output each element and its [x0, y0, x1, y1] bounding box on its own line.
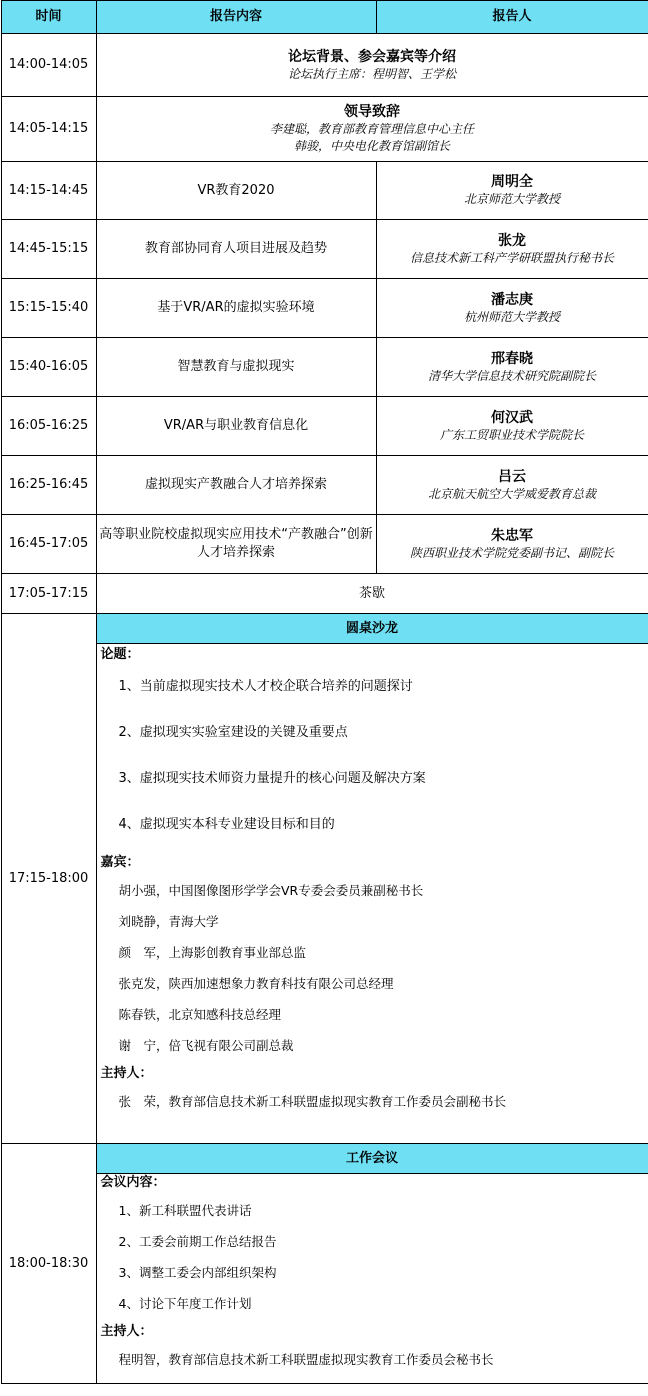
topic-cell: VR教育2020: [96, 162, 376, 220]
salon-body-row: [1, 644, 648, 1144]
salon-topic: 1、当前虚拟现实技术人才校企联合培养的问题探讨: [118, 679, 413, 694]
table-row: [1, 162, 648, 220]
table-row: [1, 97, 648, 162]
guests-label: 嘉宾：: [100, 855, 140, 870]
speaker-org: 北京航天航空大学威爱教育总裁: [427, 486, 596, 501]
time-cell: 17:05-17:15: [1, 574, 96, 614]
speaker-name: 周明全: [491, 174, 533, 190]
host-item: 张 荣，教育部信息技术新工科联盟虚拟现实教育工作委员会副秘书长: [118, 1094, 507, 1109]
topic-cell: 虚拟现实产教融合人才培养探索: [96, 456, 376, 515]
guest-item: 刘晓静，青海大学: [118, 914, 219, 929]
speaker-cell: [376, 397, 648, 456]
topic-cell: 智慧教育与虚拟现实: [96, 338, 376, 397]
meeting-host-label: 主持人：: [100, 1324, 153, 1339]
table-row: [1, 220, 648, 279]
speaker-cell: [376, 220, 648, 279]
meeting-body-row: [1, 1174, 648, 1384]
time-cell: 14:15-14:45: [1, 162, 96, 220]
topic-cell: 教育部协同育人项目进展及趋势: [96, 220, 376, 279]
salon-title: 圆桌沙龙: [96, 614, 648, 644]
meeting-item: 3、调整工委会内部组织架构: [118, 1265, 277, 1280]
topics-label: 论题：: [100, 647, 140, 662]
time-cell: 16:25-16:45: [1, 456, 96, 515]
speaker-org: 北京师范大学教授: [463, 192, 560, 206]
row-subtitle: 论坛执行主席：程明智、王学松: [287, 66, 456, 81]
table-row: [1, 279, 648, 338]
speaker-name: 朱忠军: [491, 527, 533, 544]
header-time: 时间: [1, 1, 96, 34]
speaker-name: 邢春晓: [491, 350, 533, 367]
row-title: 领导致辞: [344, 104, 400, 120]
speaker-cell: [376, 338, 648, 397]
guest-item: 陈春铁，北京知感科技总经理: [118, 1007, 282, 1022]
table-row: [1, 456, 648, 515]
content-cell: [96, 97, 648, 162]
topic-cell: 基于VR/AR的虚拟实验环境: [96, 279, 376, 338]
meeting-item: 4、讨论下年度工作计划: [118, 1296, 252, 1311]
content-cell: [96, 34, 648, 97]
meeting-time-cell: 18:00-18:30: [1, 1144, 96, 1384]
speaker-cell: [376, 456, 648, 515]
meeting-head-row: [1, 1144, 648, 1174]
row-subtitle: 韩骏，中央电化教育馆副馆长: [293, 139, 450, 153]
header-content: 报告内容: [96, 1, 376, 34]
topic-cell: VR/AR与职业教育信息化: [96, 397, 376, 456]
table-row: [1, 34, 648, 97]
time-cell: 14:45-15:15: [1, 220, 96, 279]
time-cell: 16:05-16:25: [1, 397, 96, 456]
guest-item: 谢 宁，倍飞视有限公司副总裁: [118, 1038, 294, 1053]
table-row: [1, 515, 648, 574]
topic-cell: 高等职业院校虚拟现实应用技术“产教融合”创新人才培养探索: [96, 515, 376, 574]
table-row: [1, 397, 648, 456]
break-cell: 茶歇: [96, 574, 648, 614]
host-label: 主持人：: [100, 1066, 153, 1081]
speaker-org: 清华大学信息技术研究院副院长: [427, 368, 596, 383]
guest-item: 张克发，陕西加速想象力教育科技有限公司总经理: [118, 976, 394, 991]
guest-item: 颜 军，上海影创教育事业部总监: [118, 945, 307, 960]
speaker-cell: [376, 162, 648, 220]
time-cell: 15:15-15:40: [1, 279, 96, 338]
header-row: [1, 1, 648, 34]
meeting-title: 工作会议: [96, 1144, 648, 1174]
guest-item: 胡小强，中国图像图形学学会VR专委会委员兼副秘书长: [118, 883, 424, 898]
time-cell: 14:05-14:15: [1, 97, 96, 162]
speaker-name: 张龙: [498, 232, 526, 249]
table-row: [1, 338, 648, 397]
time-cell: 14:00-14:05: [1, 34, 96, 97]
meeting-host: 程明智，教育部信息技术新工科联盟虚拟现实教育工作委员会秘书长: [118, 1352, 494, 1367]
speaker-cell: [376, 279, 648, 338]
meeting-items-label: 会议内容：: [100, 1175, 166, 1190]
salon-head-row: [1, 614, 648, 644]
meeting-item: 2、工委会前期工作总结报告: [118, 1234, 277, 1249]
speaker-name: 潘志庚: [491, 291, 533, 308]
speaker-cell: [376, 515, 648, 574]
table-row: [1, 574, 648, 614]
speaker-org: 信息技术新工科产学研联盟执行秘书长: [409, 250, 614, 265]
row-subtitle: 李建聪，教育部教育管理信息中心主任: [269, 122, 474, 136]
meeting-item: 1、新工科联盟代表讲话: [118, 1203, 252, 1218]
row-title: 论坛背景、参会嘉宾等介绍: [288, 48, 456, 65]
salon-body: [96, 644, 648, 1144]
salon-topic: 3、虚拟现实技术师资力量提升的核心问题及解决方案: [118, 771, 426, 786]
meeting-body: [96, 1174, 648, 1384]
time-cell: 15:40-16:05: [1, 338, 96, 397]
speaker-org: 广东工贸职业技术学院院长: [439, 427, 584, 442]
header-speaker: 报告人: [376, 1, 648, 34]
speaker-org: 杭州师范大学教授: [463, 309, 560, 324]
speaker-org: 陕西职业技术学院党委副书记、副院长: [409, 545, 614, 560]
schedule-table: [1, 0, 648, 1384]
speaker-name: 何汉武: [491, 409, 533, 426]
salon-topic: 2、虚拟现实实验室建设的关键及重要点: [118, 725, 348, 740]
speaker-name: 吕云: [498, 468, 526, 485]
time-cell: 16:45-17:05: [1, 515, 96, 574]
salon-time-cell: 17:15-18:00: [1, 614, 96, 1144]
salon-topic: 4、虚拟现实本科专业建设目标和目的: [118, 817, 335, 832]
